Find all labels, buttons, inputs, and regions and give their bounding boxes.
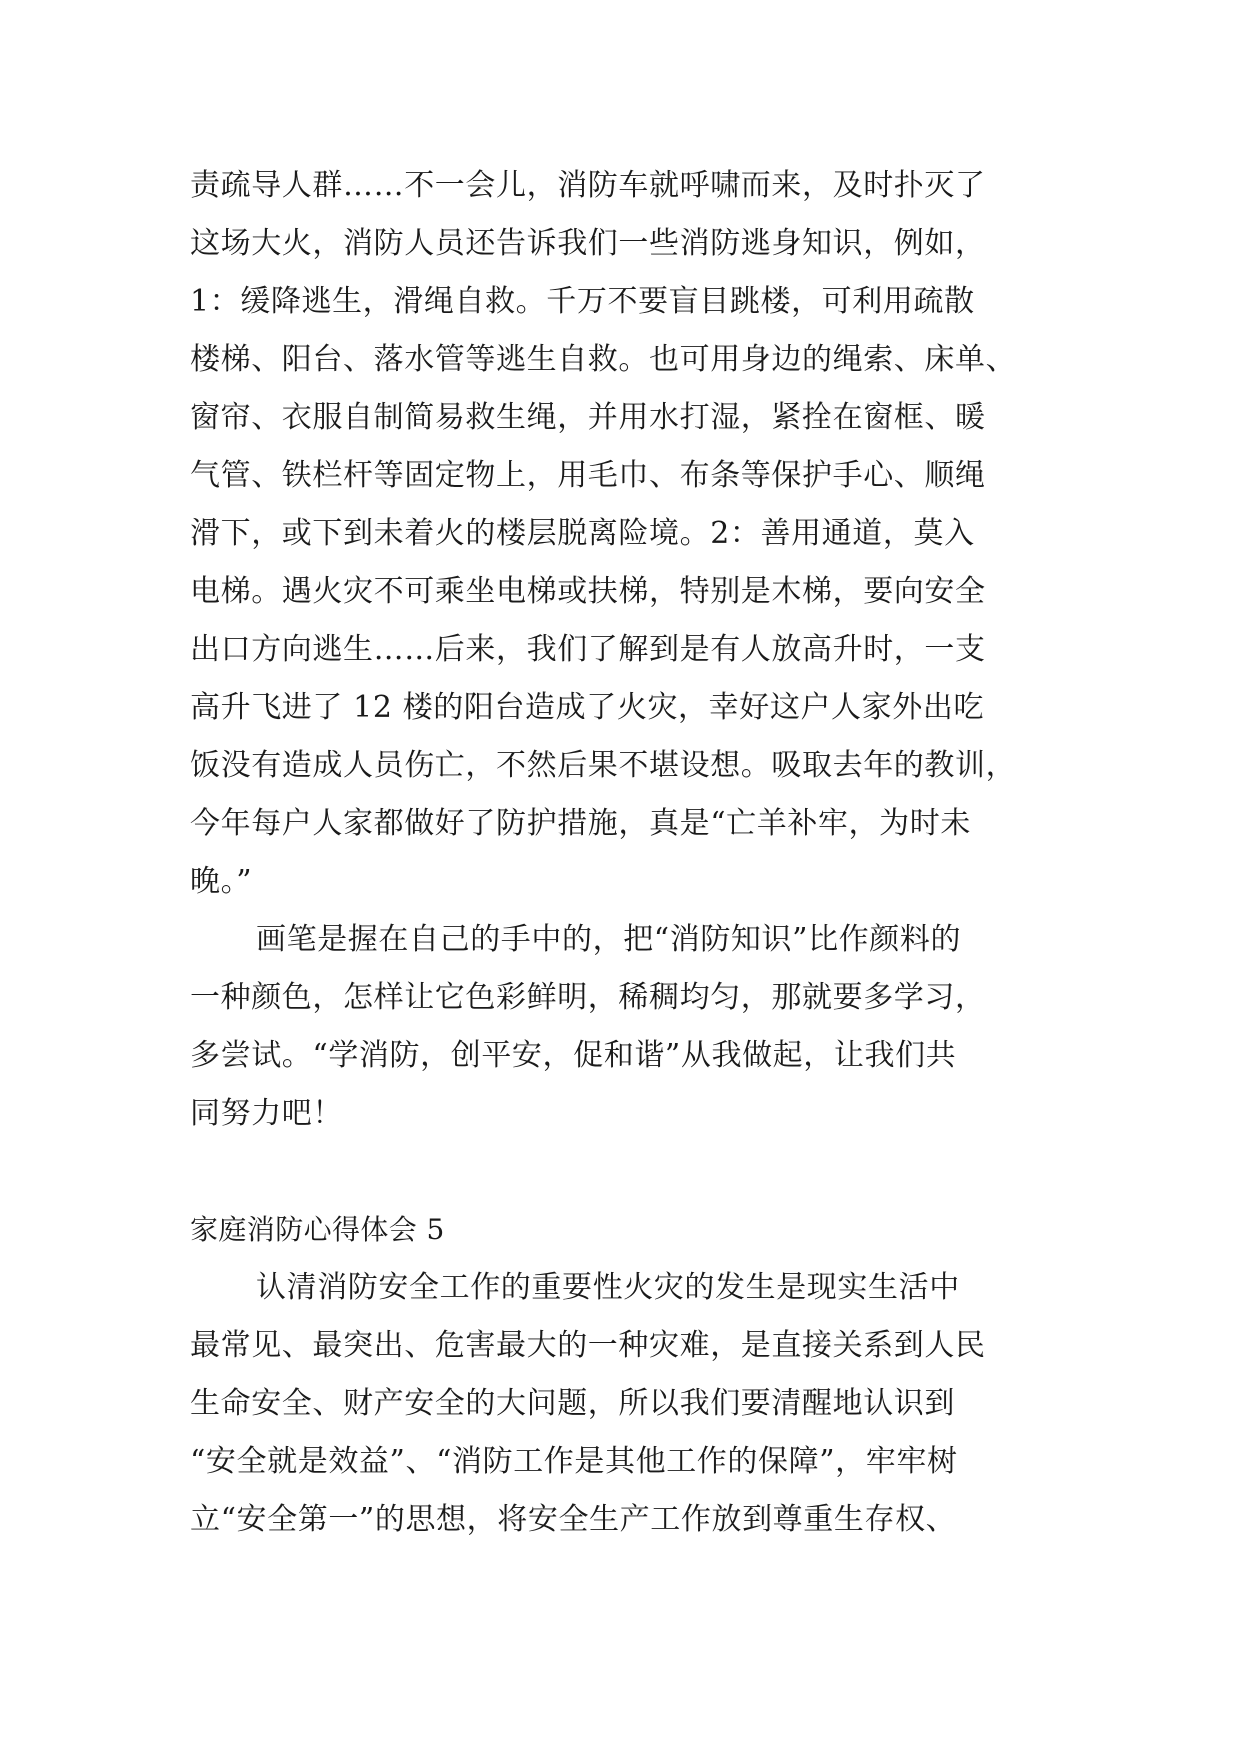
text-line: 今年每户人家都做好了防护措施，真是“亡羊补牢，为时未 (190, 806, 971, 841)
text-line: 晚。” (190, 864, 253, 899)
text-line: 立“安全第一”的思想，将安全生产工作放到尊重生存权、 (190, 1502, 957, 1537)
text-line: 认清消防安全工作的重要性火灾的发生是现实生活中 (256, 1270, 960, 1305)
section-heading: 家庭消防心得体会 5 (190, 1213, 445, 1246)
text-line: 气管、铁栏杆等固定物上，用毛巾、布条等保护手心、顺绳 (190, 458, 986, 493)
paragraph-conclusion (190, 911, 1050, 1143)
text-line: 一种颜色，怎样让它色彩鲜明，稀稠均匀，那就要多学习， (190, 980, 986, 1015)
text-line: 滑下，或下到未着火的楼层脱离险境。2：善用通道，莫入 (190, 516, 975, 551)
text-line: 责疏导人群……不一会儿，消防车就呼啸而来，及时扑灭了 (190, 168, 986, 203)
text-line: 高升飞进了 12 楼的阳台造成了火灾，幸好这户人家外出吃 (190, 690, 985, 725)
text-line: 楼梯、阳台、落水管等逃生自救。也可用身边的绳索、床单、 (190, 342, 1017, 377)
text-line: “安全就是效益”、“消防工作是其他工作的保障”，牢牢树 (190, 1444, 958, 1479)
paragraph-fire-safety-importance (190, 1259, 1050, 1549)
paragraph-spacer (190, 1143, 1050, 1201)
text-line: 1：缓降逃生，滑绳自救。千万不要盲目跳楼，可利用疏散 (190, 284, 975, 319)
paragraph-fire-escape-story (190, 157, 1050, 911)
text-line: 电梯。遇火灾不可乘坐电梯或扶梯，特别是木梯，要向安全 (190, 574, 986, 609)
text-line: 这场大火，消防人员还告诉我们一些消防逃身知识，例如， (190, 226, 986, 261)
document-body (190, 157, 1050, 1549)
text-line: 同努力吧！ (190, 1096, 343, 1131)
text-line: 生命安全、财产安全的大问题，所以我们要清醒地认识到 (190, 1386, 955, 1421)
text-line: 最常见、最突出、危害最大的一种灾难，是直接关系到人民 (190, 1328, 986, 1363)
text-line: 画笔是握在自己的手中的，把“消防知识”比作颜料的 (256, 922, 962, 957)
text-line: 饭没有造成人员伤亡，不然后果不堪设想。吸取去年的教训， (190, 748, 1017, 783)
text-line: 多尝试。“学消防，创平安，促和谐”从我做起，让我们共 (190, 1038, 957, 1073)
text-line: 窗帘、衣服自制简易救生绳，并用水打湿，紧拴在窗框、暖 (190, 400, 986, 435)
text-line: 出口方向逃生……后来，我们了解到是有人放高升时，一支 (190, 632, 986, 667)
